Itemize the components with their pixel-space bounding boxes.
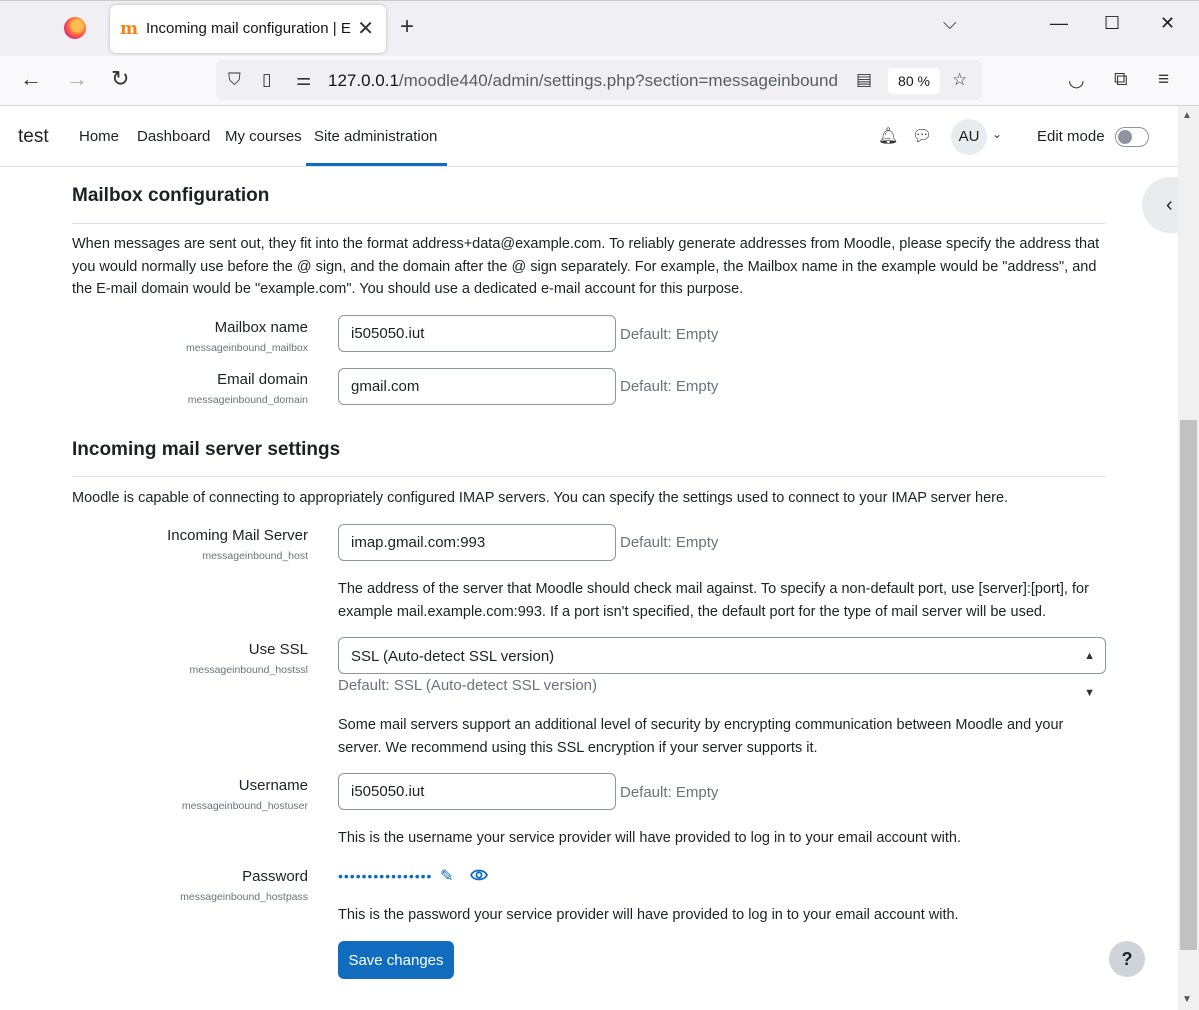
chevron-down-icon[interactable]: ⌄ [992, 127, 1003, 141]
url-text[interactable]: 127.0.0.1/moodle440/admin/settings.php?section=messageinbound [328, 71, 838, 90]
divider [72, 223, 1106, 224]
nav-site-administration[interactable]: Site administration [314, 128, 438, 145]
firefox-icon[interactable] [64, 17, 86, 39]
email-domain-key: messageinbound_domain [187, 394, 308, 406]
host-help: The address of the server that Moodle should check mail against. To specify a non-default port, use [server]:[port], for example mail.example.com:993. If a port isn't specified, the default port for the type of mail server will be used. [338, 581, 1089, 620]
zoom-level[interactable]: 80 % [888, 68, 940, 94]
moodle-favicon-icon: m [120, 19, 138, 39]
edit-mode-toggle[interactable] [1115, 127, 1149, 147]
host-default: Default: Empty [620, 534, 719, 551]
pencil-icon[interactable]: ✎ [440, 868, 454, 885]
menu-icon[interactable]: ≡ [1158, 69, 1170, 90]
url-bar[interactable] [216, 60, 982, 100]
email-domain-label: Email domain [217, 371, 308, 388]
mailbox-name-label: Mailbox name [214, 319, 308, 336]
close-window-icon[interactable]: ✕ [1160, 13, 1176, 33]
mailbox-heading: Mailbox configuration [72, 185, 270, 206]
mailbox-name-input[interactable] [338, 315, 616, 352]
toggle-knob [1118, 130, 1132, 144]
divider [72, 476, 1106, 477]
nav-dashboard[interactable]: Dashboard [137, 128, 211, 145]
server-description: Moodle is capable of connecting to appropriately configured IMAP servers. You can specify the settings used to connect to your IMAP server here. [72, 490, 1009, 506]
username-label: Username [238, 777, 308, 794]
browser-toolbar [0, 56, 1199, 106]
email-domain-default: Default: Empty [620, 378, 719, 395]
user-avatar[interactable]: AU [951, 119, 987, 155]
ssl-help: Some mail servers support an additional level of security by encrypting communication between Moodle and your server. We recommend using this SSL encryption if your server supports it. [338, 717, 1064, 756]
scroll-down-icon[interactable]: ▼ [1182, 994, 1192, 1005]
ssl-select-value: SSL (Auto-detect SSL version) [351, 648, 555, 665]
reader-view-icon[interactable]: ▤ [856, 70, 873, 89]
reload-icon[interactable]: ↻ [111, 66, 130, 91]
ssl-default: Default: SSL (Auto-detect SSL version) [338, 677, 598, 694]
maximize-icon[interactable]: ☐ [1104, 13, 1121, 33]
password-key: messageinbound_hostpass [180, 891, 308, 903]
list-tabs-icon[interactable]: ⌵ [943, 13, 957, 33]
scrollbar-thumb[interactable] [1180, 420, 1197, 950]
email-domain-input[interactable] [338, 368, 616, 405]
password-label: Password [242, 868, 308, 885]
ssl-label: Use SSL [248, 641, 308, 658]
forward-icon[interactable]: → [66, 66, 88, 91]
active-nav-indicator [306, 163, 447, 166]
username-default: Default: Empty [620, 784, 719, 801]
mailbox-name-default: Default: Empty [620, 326, 719, 343]
mailbox-description: When messages are sent out, they fit into the format address+data@example.com. To reliably generate addresses from Moodle, please specify the address that you would normally use before the @ sign, and the domain after the @ sign separately. For example, the Mailbox name in the example would be "address", and the E-mail domain would be "example.com". You should use a dedicated e-mail account for this purpose. [72, 236, 1100, 297]
save-changes-button[interactable]: Save changes [338, 941, 454, 979]
password-masked-value: •••••••••••••••• [338, 868, 433, 884]
browser-tab[interactable] [110, 5, 386, 53]
extensions-icon[interactable]: ⧉ [1114, 69, 1128, 90]
notification-bell-icon[interactable]: 🔔︎ [878, 128, 899, 145]
messages-icon[interactable]: 💬︎ [912, 128, 933, 145]
password-help: This is the password your service provider will have provided to log in to your email account with. [338, 907, 959, 923]
browser-tab-bar [0, 0, 1199, 56]
host-key: messageinbound_host [202, 550, 308, 562]
tab-title: Incoming mail configuration | E [146, 20, 351, 37]
edit-mode-label: Edit mode [1037, 128, 1105, 145]
host-label: Incoming Mail Server [167, 527, 308, 544]
mailbox-name-key: messageinbound_mailbox [186, 342, 308, 354]
bookmark-star-icon[interactable]: ☆ [952, 70, 968, 89]
username-input[interactable] [338, 773, 616, 810]
site-name[interactable]: test [18, 126, 49, 147]
select-caret-icon: ▲ ▼ [1084, 650, 1095, 699]
new-tab-icon[interactable]: + [400, 13, 415, 40]
server-heading: Incoming mail server settings [72, 439, 341, 460]
permissions-icon[interactable]: ⚌ [296, 70, 312, 89]
shield-icon[interactable]: ⛉ [228, 70, 241, 89]
back-icon[interactable]: ← [20, 66, 42, 91]
nav-my-courses[interactable]: My courses [225, 128, 302, 145]
help-button[interactable]: ? [1109, 941, 1145, 977]
close-tab-icon[interactable]: ✕ [357, 18, 374, 40]
username-help: This is the username your service provider will have provided to log in to your email account with. [338, 830, 961, 846]
page-icon[interactable]: ▯ [262, 70, 272, 89]
ssl-key: messageinbound_hostssl [189, 664, 308, 676]
chevron-left-icon: ‹ [1166, 194, 1173, 216]
minimize-icon[interactable]: — [1050, 13, 1068, 33]
pocket-icon[interactable]: ◡ [1068, 70, 1085, 91]
username-key: messageinbound_hostuser [181, 800, 308, 812]
nav-home[interactable]: Home [79, 128, 120, 145]
scroll-up-icon[interactable]: ▲ [1182, 110, 1192, 121]
eye-icon[interactable] [470, 866, 488, 884]
moodle-navbar [0, 106, 1178, 167]
host-input[interactable] [338, 524, 616, 561]
